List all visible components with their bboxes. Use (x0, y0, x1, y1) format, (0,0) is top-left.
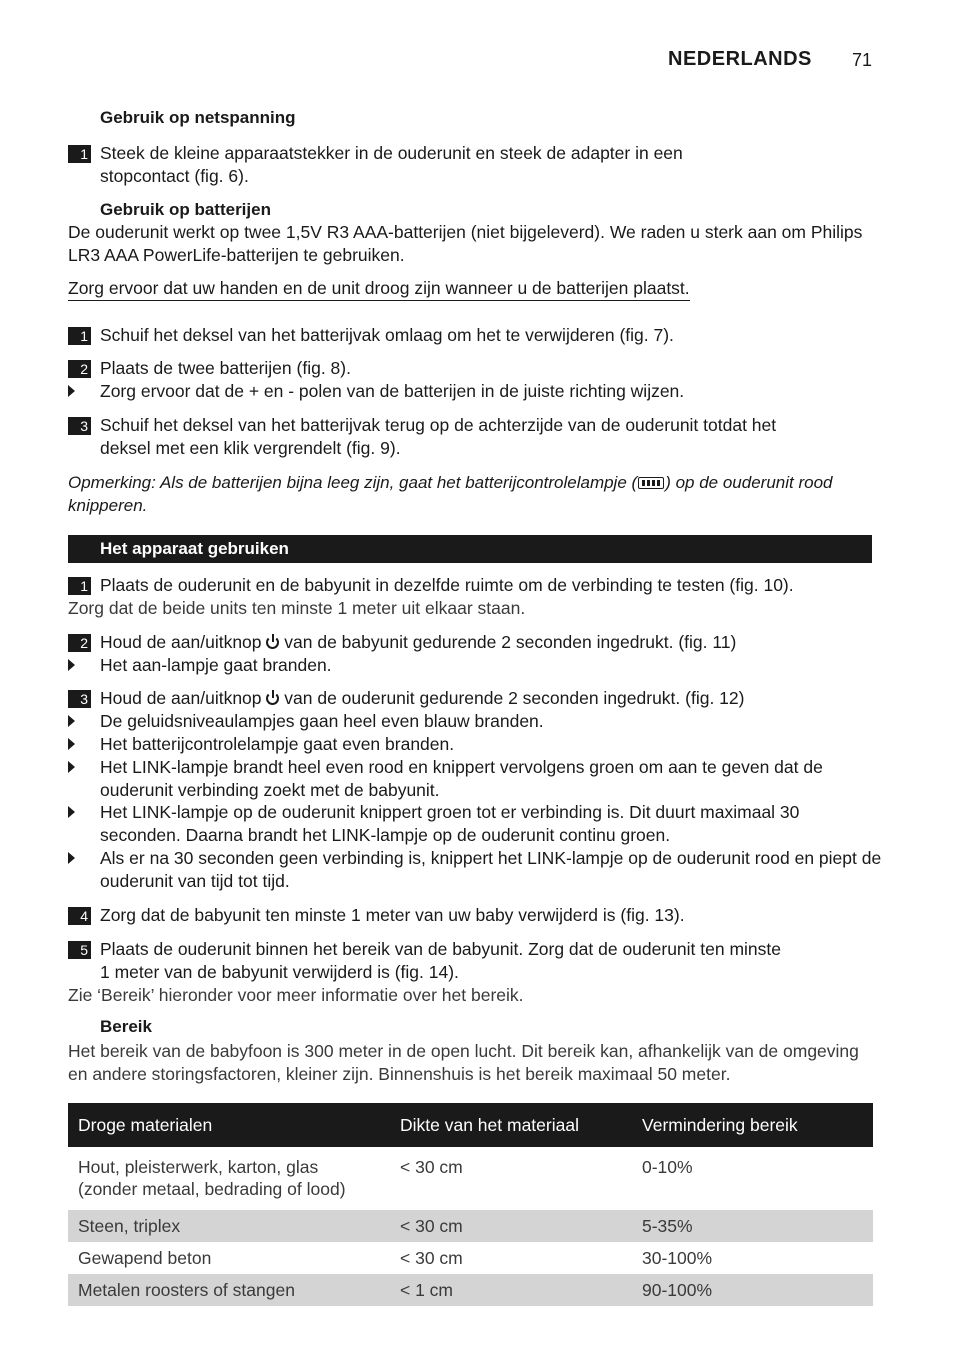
section-title-bereik: Bereik (100, 1017, 152, 1036)
table-cell: < 1 cm (390, 1274, 632, 1306)
step-note: Zorg dat de beide units ten minste 1 meter uit elkaar staan. (68, 598, 526, 618)
note: Opmerking: Als de batterijen bijna leeg zijn, gaat het batterijcontrolelampje ( ) op de ouderunit rood knipperen. (68, 473, 833, 515)
table-row (68, 1242, 873, 1274)
step-number: 2 (68, 360, 91, 378)
step-number: 4 (68, 907, 91, 925)
table-header-row (68, 1103, 873, 1147)
bullet-text: Het batterijcontrolelampje gaat even branden. (100, 734, 455, 754)
step-text: stopcontact (fig. 6). (100, 166, 249, 186)
section-title-netspanning: Gebruik op netspanning (100, 108, 296, 127)
table-cell: 90-100% (632, 1274, 873, 1306)
language-header: NEDERLANDS (668, 48, 812, 70)
power-icon (266, 636, 279, 649)
bullet-icon (68, 761, 75, 773)
column-header: Dikte van het materiaal (390, 1103, 632, 1147)
paragraph: Het bereik van de babyfoon is 300 meter in de open lucht. Dit bereik kan, afhankelijk van de omgeving en andere storingsfactoren, kleiner zijn. Binnenshuis is het bereik maximaal 50 meter. (68, 1041, 859, 1084)
table-cell: 0-10% (642, 1157, 693, 1177)
column-header: Droge materialen (68, 1103, 390, 1147)
step-text: Schuif het deksel van het batterijvak terug op de achterzijde van de ouderunit totdat het (100, 415, 777, 435)
range-table (68, 1103, 873, 1306)
step-text: Plaats de ouderunit binnen het bereik van de babyunit. Zorg dat de ouderunit ten minste (100, 939, 782, 959)
bullet-icon (68, 852, 75, 864)
step-number: 1 (68, 577, 91, 595)
step-text: deksel met een klik vergrendelt (fig. 9). (100, 438, 401, 458)
table-row (68, 1274, 873, 1306)
step-text: Houd de aan/uitknop van de babyunit gedurende 2 seconden ingedrukt. (fig. 11) (100, 632, 737, 652)
bullet-icon (68, 738, 75, 750)
step-note: Zie ‘Bereik’ hieronder voor meer informatie over het bereik. (68, 985, 524, 1005)
table-cell: Steen, triplex (68, 1210, 390, 1242)
step-text: Plaats de twee batterijen (fig. 8). (100, 358, 351, 378)
page-number: 71 (852, 50, 873, 70)
step-number: 5 (68, 941, 91, 959)
bullet-text: Het LINK-lampje brandt heel even rood en knippert vervolgens groen om aan te geven dat de ouderunit verbinding zoekt met de babyunit. (100, 757, 823, 800)
table-row (68, 1147, 873, 1210)
step-text: Plaats de ouderunit en de babyunit in dezelfde ruimte om de verbinding te testen (fig. 10). (100, 575, 794, 595)
step-text: Steek de kleine apparaatstekker in de ouderunit en steek de adapter in een (100, 143, 683, 163)
table-cell: < 30 cm (400, 1157, 463, 1177)
bullet-text: Zorg ervoor dat de + en - polen van de batterijen in de juiste richting wijzen. (100, 381, 685, 401)
step-number: 3 (68, 690, 91, 708)
bullet-icon (68, 715, 75, 727)
bullet-text: Als er na 30 seconden geen verbinding is, knippert het LINK-lampje op de ouderunit rood en piept de ouderunit van tijd tot tijd. (100, 848, 882, 891)
table-cell: Gewapend beton (78, 1248, 212, 1268)
table-cell: < 30 cm (390, 1210, 632, 1242)
table-row (68, 1210, 873, 1242)
battery-icon (638, 477, 664, 489)
step-number: 3 (68, 417, 91, 435)
table-cell: 5-35% (632, 1210, 873, 1242)
bullet-text: De geluidsniveaulampjes gaan heel even blauw branden. (100, 711, 544, 731)
step-number: 1 (68, 327, 91, 345)
power-icon (266, 692, 279, 705)
warning-text: Zorg ervoor dat uw handen en de unit droog zijn wanneer u de batterijen plaatst. (68, 278, 690, 301)
step-number: 1 (68, 145, 91, 163)
section-title-batterijen: Gebruik op batterijen (100, 200, 271, 219)
bullet-icon (68, 806, 75, 818)
bullet-text: Het LINK-lampje op de ouderunit knippert groen tot er verbinding is. Dit duurt maximaal 30 seconden. Daarna brandt het LINK-lampje op de ouderunit continu groen. (100, 802, 800, 845)
step-text: 1 meter van de babyunit verwijderd is (fig. 14). (100, 962, 459, 982)
bullet-icon (68, 659, 75, 671)
step-text: Zorg dat de babyunit ten minste 1 meter van uw baby verwijderd is (fig. 13). (100, 905, 685, 925)
bullet-icon (68, 385, 75, 397)
step-text: Schuif het deksel van het batterijvak omlaag om het te verwijderen (fig. 7). (100, 325, 674, 345)
paragraph: De ouderunit werkt op twee 1,5V R3 AAA-batterijen (niet bijgeleverd). We raden u sterk aan om Philips LR3 AAA PowerLife-batterijen te gebruiken. (68, 222, 863, 265)
table-cell: Metalen roosters of stangen (68, 1274, 390, 1306)
bullet-text: Het aan-lampje gaat branden. (100, 655, 332, 675)
step-number: 2 (68, 634, 91, 652)
table-cell: Hout, pleisterwerk, karton, glas (zonder metaal, bedrading of lood) (78, 1157, 346, 1199)
step-text: Houd de aan/uitknop van de ouderunit gedurende 2 seconden ingedrukt. (fig. 12) (100, 688, 745, 708)
table-cell: 30-100% (642, 1248, 713, 1268)
column-header: Vermindering bereik (632, 1103, 873, 1147)
section-title-gebruiken: Het apparaat gebruiken (100, 539, 289, 558)
table-cell: < 30 cm (400, 1248, 463, 1268)
